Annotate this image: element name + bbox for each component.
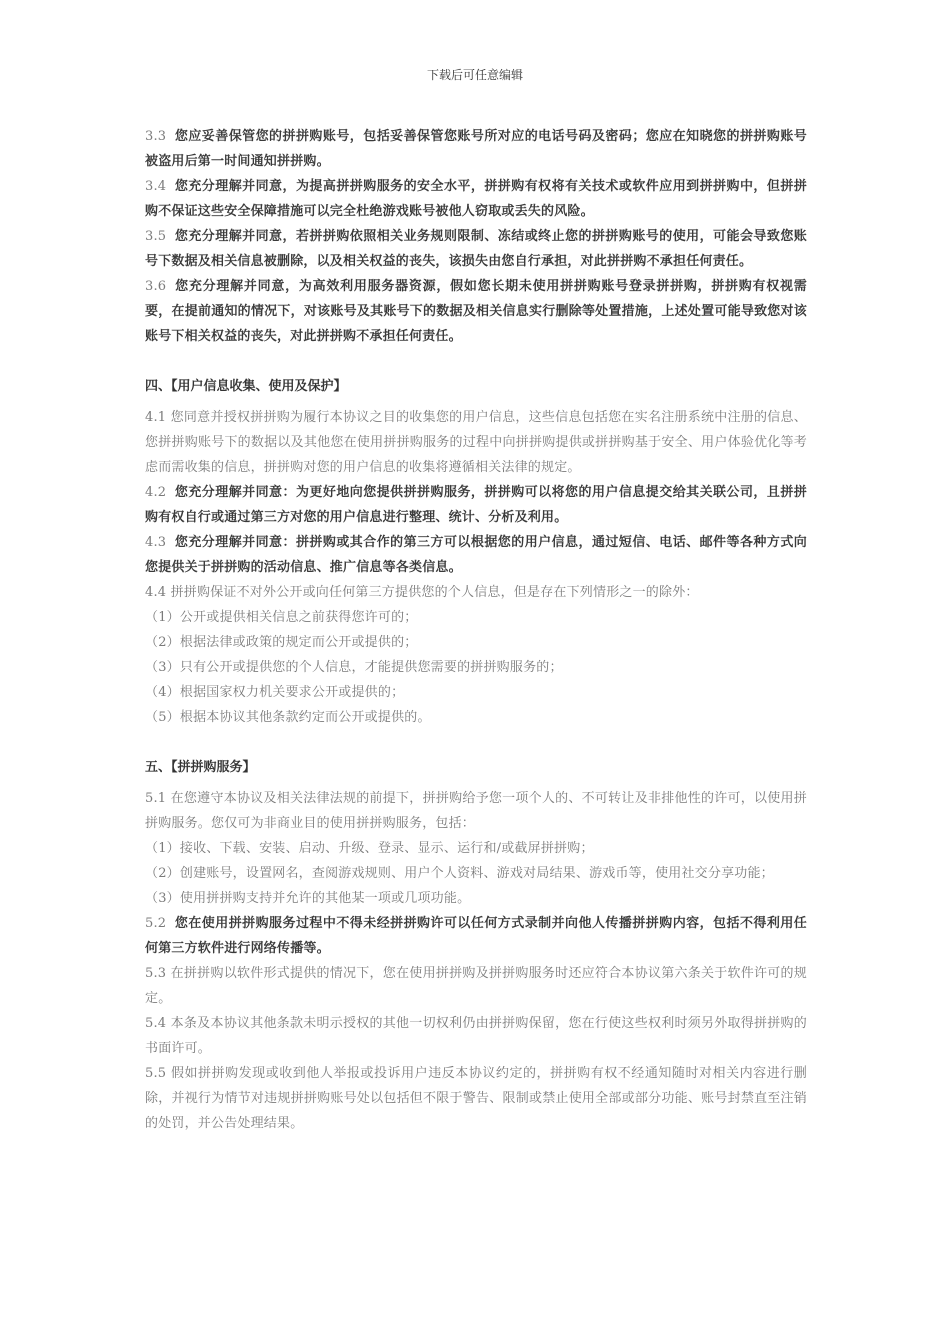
clause-text: 您充分理解并同意，为提高拼拼购服务的安全水平，拼拼购有权将有关技术或软件应用到拼拼购中，但拼拼购不保证这些安全保障措施可以完全杜绝游戏账号被他人窃取或丢失的风险。 xyxy=(145,179,807,219)
clause-5-1: 5.1 在您遵守本协议及相关法律法规的前提下，拼拼购给予您一项个人的、不可转让及非排他性的许可，以使用拼拼购服务。您仅可为非商业目的使用拼拼购服务，包括： xyxy=(145,791,807,831)
clause-5-5: 5.5 假如拼拼购发现或收到他人举报或投诉用户违反本协议约定的，拼拼购有权不经通知随时对相关内容进行删除，并视行为情节对违规拼拼购账号处以包括但不限于警告、限制或禁止使用全部或部分功能、账号封禁直至注销的处罚，并公告处理结果。 xyxy=(145,1066,807,1131)
list-item: （1）公开或提供相关信息之前获得您许可的； xyxy=(145,610,418,625)
list-item: （2）创建账号，设置网名，查阅游戏规则、用户个人资料、游戏对局结果、游戏币等，使用社交分享功能； xyxy=(145,866,774,881)
clause-number: 3.4 xyxy=(145,179,167,194)
section-spacer xyxy=(145,730,807,755)
page-header: 下载后可任意编辑 xyxy=(426,68,523,82)
clause-3-5 xyxy=(145,224,807,274)
clause-4-2 xyxy=(145,480,807,530)
list-item: （2）根据法律或政策的规定而公开或提供的； xyxy=(145,635,418,650)
clause-number: 4.3 xyxy=(145,535,167,550)
clause-3-3 xyxy=(145,124,807,174)
clause-number: 3.6 xyxy=(145,279,167,294)
clause-3-4 xyxy=(145,174,807,224)
list-item: （3）使用拼拼购支持并允许的其他某一项或几项功能。 xyxy=(145,891,471,906)
clause-number: 4.2 xyxy=(145,485,167,500)
list-item: （4）根据国家权力机关要求公开或提供的； xyxy=(145,685,405,700)
clause-text: 您充分理解并同意：为更好地向您提供拼拼购服务，拼拼购可以将您的用户信息提交给其关联公司，且拼拼购有权自行或通过第三方对您的用户信息进行整理、统计、分析及利用。 xyxy=(145,485,807,525)
section-4-title: 四、【用户信息收集、使用及保护】 xyxy=(145,379,347,394)
clause-text: 您应妥善保管您的拼拼购账号，包括妥善保管您账号所对应的电话号码及密码；您应在知晓您的拼拼购账号被盗用后第一时间通知拼拼购。 xyxy=(145,129,807,169)
section-5-title: 五、【拼拼购服务】 xyxy=(145,760,256,775)
list-item: （3）只有公开或提供您的个人信息，才能提供您需要的拼拼购服务的； xyxy=(145,660,563,675)
clause-4-3 xyxy=(145,530,807,580)
list-item: （1）接收、下载、安装、启动、升级、登录、显示、运行和/或截屏拼拼购； xyxy=(145,841,594,856)
clause-number: 5.2 xyxy=(145,916,167,931)
clause-number: 3.3 xyxy=(145,129,167,144)
clause-4-4: 4.4 拼拼购保证不对外公开或向任何第三方提供您的个人信息，但是存在下列情形之一的除外： xyxy=(145,585,699,600)
list-item: （5）根据本协议其他条款约定而公开或提供的。 xyxy=(145,710,431,725)
clause-5-2 xyxy=(145,911,807,961)
document-body xyxy=(145,124,807,1136)
section-spacer xyxy=(145,349,807,374)
clause-5-4: 5.4 本条及本协议其他条款未明示授权的其他一切权利仍由拼拼购保留，您在行使这些权利时须另外取得拼拼购的书面许可。 xyxy=(145,1016,807,1056)
clause-5-3: 5.3 在拼拼购以软件形式提供的情况下，您在使用拼拼购及拼拼购服务时还应符合本协议第六条关于软件许可的规定。 xyxy=(145,966,807,1006)
clause-text: 您充分理解并同意：拼拼购或其合作的第三方可以根据您的用户信息，通过短信、电话、邮件等各种方式向您提供关于拼拼购的活动信息、推广信息等各类信息。 xyxy=(145,535,807,575)
clause-text: 您充分理解并同意，若拼拼购依照相关业务规则限制、冻结或终止您的拼拼购账号的使用，可能会导致您账号下数据及相关信息被删除，以及相关权益的丧失，该损失由您自行承担，对此拼拼购不承担任何责任。 xyxy=(145,229,807,269)
clause-4-1: 4.1 您同意并授权拼拼购为履行本协议之目的收集您的用户信息，这些信息包括您在实名注册系统中注册的信息、您拼拼购账号下的数据以及其他您在使用拼拼购服务的过程中向拼拼购提供或拼拼购基于安全、用户体验优化等考虑而需收集的信息，拼拼购对您的用户信息的收集将遵循相关法律的规定。 xyxy=(145,410,807,475)
clause-number: 3.5 xyxy=(145,229,167,244)
clause-text: 您充分理解并同意，为高效利用服务器资源，假如您长期未使用拼拼购账号登录拼拼购，拼拼购有权视需要，在提前通知的情况下，对该账号及其账号下的数据及相关信息实行删除等处置措施，上述处置可能导致您对该账号下相关权益的丧失，对此拼拼购不承担任何责任。 xyxy=(145,279,807,344)
clause-text: 您在使用拼拼购服务过程中不得未经拼拼购许可以任何方式录制并向他人传播拼拼购内容，包括不得利用任何第三方软件进行网络传播等。 xyxy=(145,916,807,956)
clause-3-6 xyxy=(145,274,807,349)
